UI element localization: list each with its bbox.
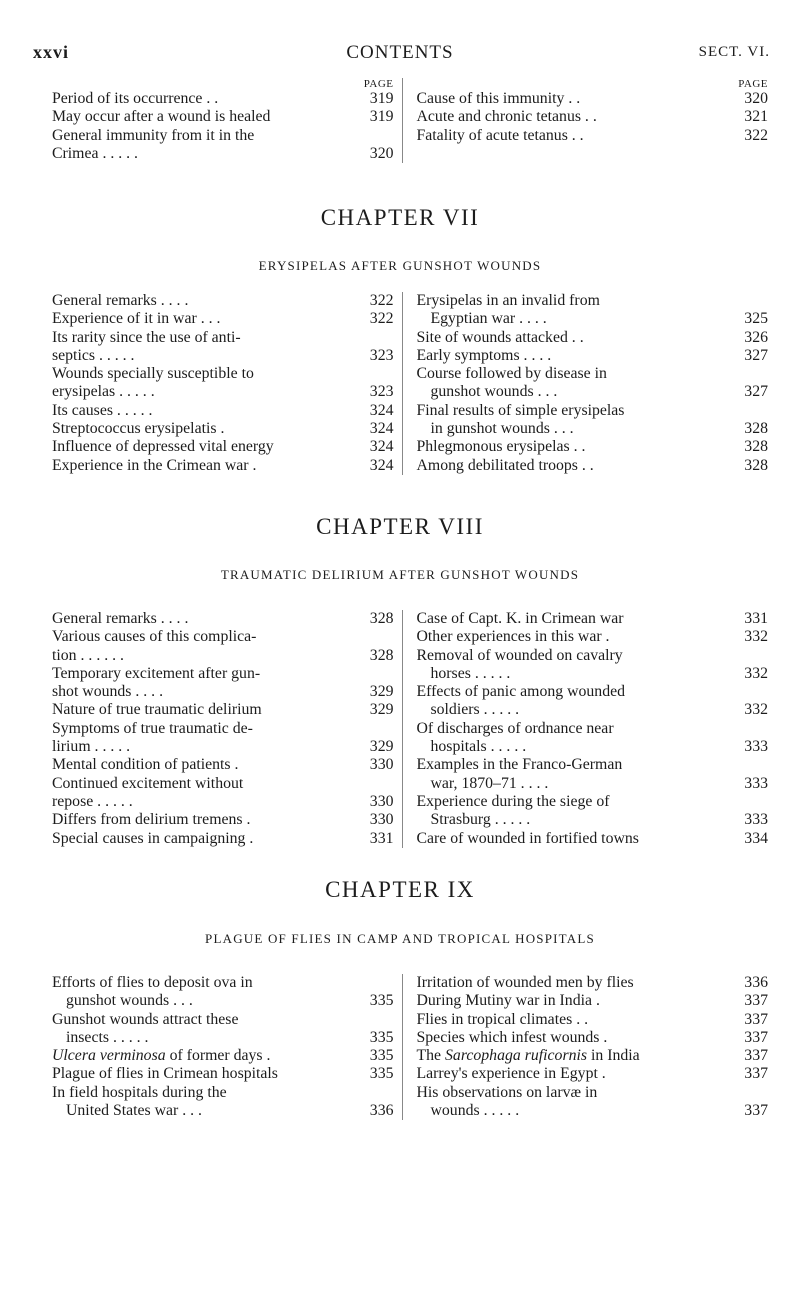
entry-title-text: Removal of wounded on cavalry xyxy=(416,646,623,664)
entry-page-number: 332 xyxy=(744,701,768,719)
entry-title-text: Temporary excitement after gun- xyxy=(52,664,261,682)
entry-page-number: 335 xyxy=(369,992,394,1010)
top-right-column xyxy=(402,78,769,163)
entry-title-text: Among debilitated troops . . xyxy=(416,456,594,474)
entry-title xyxy=(52,756,360,774)
entry-title-text: Species which infest wounds . xyxy=(416,1028,608,1046)
entry-title-text: Experience in the Crimean war . xyxy=(52,456,257,474)
entry-page-number: 319 xyxy=(369,90,394,107)
chapter-contents xyxy=(52,974,768,1120)
entry-page-number: 328 xyxy=(744,420,768,438)
entry-title-text: tion . . . . . . xyxy=(52,646,124,664)
entry-title-text: Fatality of acute tetanus . . xyxy=(416,126,584,144)
contents-entry xyxy=(52,438,394,456)
entry-title xyxy=(417,647,735,665)
entry-page-number: 321 xyxy=(744,108,768,126)
entry-title xyxy=(52,1084,360,1102)
entry-title-text: Other experiences in this war . xyxy=(416,628,610,646)
entry-page-number: 323 xyxy=(369,383,394,401)
entry-title xyxy=(52,108,360,126)
entry-title xyxy=(52,1011,360,1029)
entry-title-text: shot wounds . . . . xyxy=(52,683,164,701)
entry-title xyxy=(417,347,735,365)
entry-title xyxy=(52,811,360,829)
entry-title xyxy=(417,310,735,328)
entry-page-number: 332 xyxy=(744,628,768,646)
contents-entry xyxy=(417,793,769,811)
contents-entry xyxy=(417,1029,769,1047)
entry-title-text: in gunshot wounds . . . xyxy=(430,420,574,438)
entry-title-text: Acute and chronic tetanus . . xyxy=(416,108,597,126)
contents-left-column xyxy=(52,974,402,1120)
entry-title-text: Differs from delirium tremens . xyxy=(52,811,251,829)
contents-entry xyxy=(52,793,394,811)
entry-page-number: 329 xyxy=(369,683,394,701)
entry-title-text: Gunshot wounds attract these xyxy=(52,1010,239,1028)
entry-title-text: Examples in the Franco-German xyxy=(416,756,623,774)
contents-entry xyxy=(417,720,769,738)
contents-entry xyxy=(52,701,394,719)
entry-title xyxy=(417,365,735,383)
contents-entry xyxy=(52,647,394,665)
chapter-contents xyxy=(52,292,768,475)
contents-entry xyxy=(417,610,769,628)
contents-entry xyxy=(417,665,769,683)
entry-title xyxy=(417,329,735,347)
contents-entry xyxy=(52,1047,394,1065)
contents-entry xyxy=(417,628,769,646)
entry-title xyxy=(417,292,735,310)
entry-page-number: 320 xyxy=(744,90,768,107)
entry-title xyxy=(417,974,735,992)
entry-page-number: 328 xyxy=(744,438,768,456)
contents-entry xyxy=(52,665,394,683)
entry-title xyxy=(52,1047,360,1065)
entry-title-text: Nature of true traumatic delirium xyxy=(52,701,262,719)
contents-entry xyxy=(417,1011,769,1029)
entry-title xyxy=(52,127,360,145)
top-left-column xyxy=(52,78,402,163)
entry-title-text: Efforts of flies to deposit ova in xyxy=(52,974,253,991)
contents-entry xyxy=(52,108,394,126)
page-column-label: PAGE xyxy=(363,78,394,90)
entry-title-text: May occur after a wound is healed xyxy=(52,108,271,126)
entry-page-number: 331 xyxy=(744,610,768,627)
entry-title xyxy=(417,610,735,628)
entry-page-number: 330 xyxy=(369,756,394,774)
contents-entry xyxy=(417,811,769,829)
entry-title-text: Mental condition of patients . xyxy=(52,756,239,774)
entry-page-number: 323 xyxy=(369,346,394,364)
entry-title-text: gunshot wounds . . . xyxy=(66,992,193,1010)
entry-title xyxy=(417,1102,735,1120)
entry-title-text: Special causes in campaigning . xyxy=(52,829,254,847)
entry-page-number: 333 xyxy=(744,811,768,829)
entry-page-number: 335 xyxy=(369,1028,394,1046)
entry-title xyxy=(52,974,360,992)
entry-title-text: His observations on larvæ in xyxy=(416,1083,598,1101)
contents-entry xyxy=(417,438,769,456)
entry-title xyxy=(417,701,735,719)
contents-entry xyxy=(417,402,769,420)
entry-page-number: 320 xyxy=(369,144,394,162)
contents-entry xyxy=(417,420,769,438)
entry-page-number: 337 xyxy=(744,1028,768,1046)
entry-title-text: soldiers . . . . . xyxy=(430,701,520,719)
entry-title xyxy=(52,292,360,310)
entry-title xyxy=(52,647,360,665)
entry-title xyxy=(417,108,735,126)
entry-title-text: Care of wounded in fortified towns xyxy=(416,829,639,847)
contents-entry xyxy=(417,383,769,401)
entry-title-text: Of discharges of ordnance near xyxy=(416,719,614,737)
entry-title xyxy=(52,402,360,420)
contents-right-column xyxy=(402,974,769,1120)
entry-title-text: Final results of simple erysipelas xyxy=(416,401,625,419)
entry-title-italic: Sarcophaga ruficornis xyxy=(445,1047,588,1065)
entry-title xyxy=(417,420,735,438)
entry-title xyxy=(52,438,360,456)
chapter-subtitle: PLAGUE OF FLIES IN CAMP AND TROPICAL HOSPITALS xyxy=(205,931,595,946)
entry-title xyxy=(417,1065,735,1083)
entry-page-number: 322 xyxy=(369,292,394,309)
entry-title xyxy=(417,738,735,756)
entry-page-number: 334 xyxy=(744,829,768,847)
contents-entry xyxy=(417,830,769,848)
entry-title-text: war, 1870–71 . . . . xyxy=(430,774,549,792)
entry-page-number: 332 xyxy=(744,664,768,682)
entry-page-number: 324 xyxy=(369,401,394,419)
entry-title xyxy=(52,701,360,719)
entry-title-text: septics . . . . . xyxy=(52,346,135,364)
entry-title xyxy=(417,402,735,420)
entry-title-text: hospitals . . . . . xyxy=(430,738,527,756)
contents-entry xyxy=(52,292,394,310)
entry-title-text: Continued excitement without xyxy=(52,774,244,792)
contents-entry xyxy=(52,329,394,347)
entry-title-text: wounds . . . . . xyxy=(430,1102,520,1120)
contents-entry xyxy=(417,292,769,310)
contents-entry xyxy=(417,108,769,126)
entry-title xyxy=(52,1065,360,1083)
page-number: xxvi xyxy=(33,42,70,62)
entry-title xyxy=(417,775,735,793)
entry-title xyxy=(52,1102,360,1120)
entry-title xyxy=(417,992,735,1010)
contents-entry xyxy=(52,738,394,756)
entry-page-number: 333 xyxy=(744,738,768,756)
contents-entry xyxy=(52,756,394,774)
entry-page-number: 333 xyxy=(744,774,768,792)
entry-title xyxy=(52,329,360,347)
contents-entry xyxy=(417,1047,769,1065)
entry-page-number: 325 xyxy=(744,310,768,328)
contents-entry xyxy=(417,974,769,992)
contents-entry xyxy=(52,90,394,108)
entry-title xyxy=(417,756,735,774)
entry-title xyxy=(52,347,360,365)
running-head xyxy=(0,0,800,80)
contents-entry xyxy=(52,402,394,420)
entry-title xyxy=(52,145,360,163)
entry-page-number: 337 xyxy=(744,992,768,1010)
entry-page-number: 335 xyxy=(369,1047,394,1065)
entry-title-text: in India xyxy=(587,1047,640,1065)
entry-title-text: General immunity from it in the xyxy=(52,126,255,144)
entry-title xyxy=(52,793,360,811)
contents-left-column xyxy=(52,610,402,848)
contents-entry xyxy=(52,1065,394,1083)
contents-entry xyxy=(417,127,769,145)
entry-title xyxy=(417,683,735,701)
contents-entry xyxy=(52,310,394,328)
entry-page-number: 336 xyxy=(369,1102,394,1120)
entry-title xyxy=(417,793,735,811)
entry-title xyxy=(52,1029,360,1047)
chapter-heading: CHAPTER VIII xyxy=(316,514,484,539)
entry-title-text: Effects of panic among wounded xyxy=(416,683,626,701)
entry-page-number: 335 xyxy=(369,1065,394,1083)
contents-entry xyxy=(417,756,769,774)
entry-title-text: Site of wounds attacked . . xyxy=(416,328,584,346)
entry-title-text: Symptoms of true traumatic de- xyxy=(52,719,253,737)
entry-page-number: 328 xyxy=(744,456,768,474)
entry-title xyxy=(417,1011,735,1029)
entry-title xyxy=(417,457,735,475)
contents-entry xyxy=(417,683,769,701)
entry-title xyxy=(52,683,360,701)
entry-title xyxy=(417,628,735,646)
entry-title xyxy=(52,738,360,756)
entry-title-text: Experience of it in war . . . xyxy=(52,310,221,328)
top-contents-block xyxy=(52,78,768,163)
entry-title xyxy=(52,365,360,383)
entry-title xyxy=(52,665,360,683)
entry-page-number: 337 xyxy=(744,1047,768,1065)
contents-entry xyxy=(52,811,394,829)
chapter-contents xyxy=(52,610,768,848)
contents-entry xyxy=(52,720,394,738)
entry-title-text: of former days . xyxy=(165,1047,271,1065)
entry-title xyxy=(417,811,735,829)
entry-title xyxy=(52,610,360,628)
entry-title-text: Plague of flies in Crimean hospitals xyxy=(52,1065,278,1083)
contents-entry xyxy=(52,830,394,848)
entry-title xyxy=(52,383,360,401)
entry-title-text: horses . . . . . xyxy=(430,664,511,682)
entry-title-text: General remarks . . . . xyxy=(52,292,189,309)
entry-title-text: Crimea . . . . . xyxy=(52,144,138,162)
entry-title-text: Early symptoms . . . . xyxy=(416,346,552,364)
entry-page-number: 328 xyxy=(369,610,394,627)
contents-entry xyxy=(417,701,769,719)
entry-title-text: Experience during the siege of xyxy=(416,792,610,810)
entry-title-text: gunshot wounds . . . xyxy=(430,383,558,401)
contents-entry xyxy=(52,1029,394,1047)
contents-entry xyxy=(417,1102,769,1120)
entry-title xyxy=(52,310,360,328)
contents-entry xyxy=(52,347,394,365)
entry-title-text: erysipelas . . . . . xyxy=(52,383,155,401)
entry-page-number: 324 xyxy=(369,420,394,438)
chapter-heading: CHAPTER VII xyxy=(320,205,480,230)
contents-entry xyxy=(417,457,769,475)
entry-title-text: Course followed by disease in xyxy=(416,365,607,383)
entry-page-number: 328 xyxy=(369,646,394,664)
entry-page-number: 324 xyxy=(369,456,394,474)
contents-entry xyxy=(417,1065,769,1083)
entry-title xyxy=(417,665,735,683)
section-label: SECT. VI. xyxy=(698,44,770,60)
entry-title xyxy=(417,830,735,848)
contents-entry xyxy=(417,992,769,1010)
contents-entry xyxy=(417,347,769,365)
entry-title xyxy=(417,1047,735,1065)
contents-entry xyxy=(52,145,394,163)
entry-page-number: 329 xyxy=(369,738,394,756)
entry-title xyxy=(417,1084,735,1102)
entry-title-text: Streptococcus erysipelatis . xyxy=(52,420,225,438)
contents-entry xyxy=(52,1084,394,1102)
contents-entry xyxy=(52,628,394,646)
entry-title xyxy=(52,90,360,108)
entry-title xyxy=(417,720,735,738)
entry-title xyxy=(417,438,735,456)
contents-entry xyxy=(52,974,394,992)
contents-entry xyxy=(417,365,769,383)
entry-title xyxy=(52,457,360,475)
entry-title-text: Various causes of this complica- xyxy=(52,628,257,646)
entry-title xyxy=(52,830,360,848)
entry-title-text: Its causes . . . . . xyxy=(52,401,153,419)
running-title: CONTENTS xyxy=(346,42,454,63)
entry-title xyxy=(52,420,360,438)
entry-page-number: 337 xyxy=(744,1065,768,1083)
entry-title xyxy=(52,775,360,793)
entry-title xyxy=(417,383,735,401)
contents-entry xyxy=(52,127,394,145)
entry-page-number: 336 xyxy=(744,974,768,991)
entry-page-number: 319 xyxy=(369,108,394,126)
entry-title-text: Flies in tropical climates . . xyxy=(416,1010,589,1028)
entry-page-number: 329 xyxy=(369,701,394,719)
entry-title-text: Influence of depressed vital energy xyxy=(52,438,274,456)
entry-title-text: United States war . . . xyxy=(66,1102,203,1120)
entry-page-number: 330 xyxy=(369,792,394,810)
entry-title-text: Cause of this immunity . . xyxy=(416,90,581,107)
chapter-subtitle: TRAUMATIC DELIRIUM AFTER GUNSHOT WOUNDS xyxy=(220,567,580,582)
page-column-label: PAGE xyxy=(738,78,768,90)
contents-entry xyxy=(52,683,394,701)
contents-entry xyxy=(52,457,394,475)
contents-entry xyxy=(52,1011,394,1029)
entry-title-text: repose . . . . . xyxy=(52,792,133,810)
entry-title-text: Irritation of wounded men by flies xyxy=(416,974,634,991)
contents-entry xyxy=(417,310,769,328)
contents-entry xyxy=(417,329,769,347)
entry-title xyxy=(417,1029,735,1047)
contents-entry xyxy=(52,775,394,793)
entry-title-text: Its rarity since the use of anti- xyxy=(52,328,241,346)
entry-title-text: Larrey's experience in Egypt . xyxy=(416,1065,606,1083)
entry-title-text: General remarks . . . . xyxy=(52,610,189,627)
contents-right-column xyxy=(402,610,769,848)
entry-page-number: 327 xyxy=(744,383,768,401)
entry-title-text: Wounds specially susceptible to xyxy=(52,365,254,383)
entry-title xyxy=(417,127,735,145)
entry-page-number: 324 xyxy=(369,438,394,456)
entry-title-text: Erysipelas in an invalid from xyxy=(416,292,600,309)
entry-page-number: 337 xyxy=(744,1010,768,1028)
contents-entry xyxy=(417,1084,769,1102)
entry-title-text: Strasburg . . . . . xyxy=(430,811,531,829)
entry-title-text: Period of its occurrence . . xyxy=(52,90,219,107)
entry-title-text: Case of Capt. K. in Crimean war xyxy=(416,610,624,627)
chapter-subtitle: ERYSIPELAS AFTER GUNSHOT WOUNDS xyxy=(258,258,542,273)
contents-entry xyxy=(52,1102,394,1120)
entry-title xyxy=(52,992,360,1010)
chapter-heading: CHAPTER IX xyxy=(325,877,475,902)
contents-entry xyxy=(417,90,769,108)
contents-entry xyxy=(417,775,769,793)
entry-title xyxy=(417,90,735,108)
contents-entry xyxy=(52,365,394,383)
entry-page-number: 326 xyxy=(744,328,768,346)
entry-title-text: lirium . . . . . xyxy=(52,738,131,756)
entry-page-number: 331 xyxy=(369,829,394,847)
entry-title-prefix: The xyxy=(416,1047,446,1065)
entry-title-text: During Mutiny war in India . xyxy=(416,992,600,1010)
contents-entry xyxy=(52,383,394,401)
entry-page-number: 327 xyxy=(744,346,768,364)
contents-entry xyxy=(52,992,394,1010)
entry-page-number: 322 xyxy=(744,126,768,144)
entry-page-number: 322 xyxy=(369,310,394,328)
entry-title xyxy=(52,628,360,646)
contents-right-column xyxy=(402,292,769,475)
entry-title-text: Egyptian war . . . . xyxy=(430,310,547,328)
entry-page-number: 330 xyxy=(369,811,394,829)
contents-entry xyxy=(52,420,394,438)
entry-title-italic: Ulcera verminosa xyxy=(52,1047,166,1065)
entry-title-text: Phlegmonous erysipelas . . xyxy=(416,438,586,456)
contents-left-column xyxy=(52,292,402,475)
entry-title-text: In field hospitals during the xyxy=(52,1083,227,1101)
entry-page-number: 337 xyxy=(744,1102,768,1120)
entry-title xyxy=(52,720,360,738)
entry-title-text: insects . . . . . xyxy=(66,1028,149,1046)
contents-entry xyxy=(417,738,769,756)
contents-entry xyxy=(417,647,769,665)
contents-entry xyxy=(52,610,394,628)
